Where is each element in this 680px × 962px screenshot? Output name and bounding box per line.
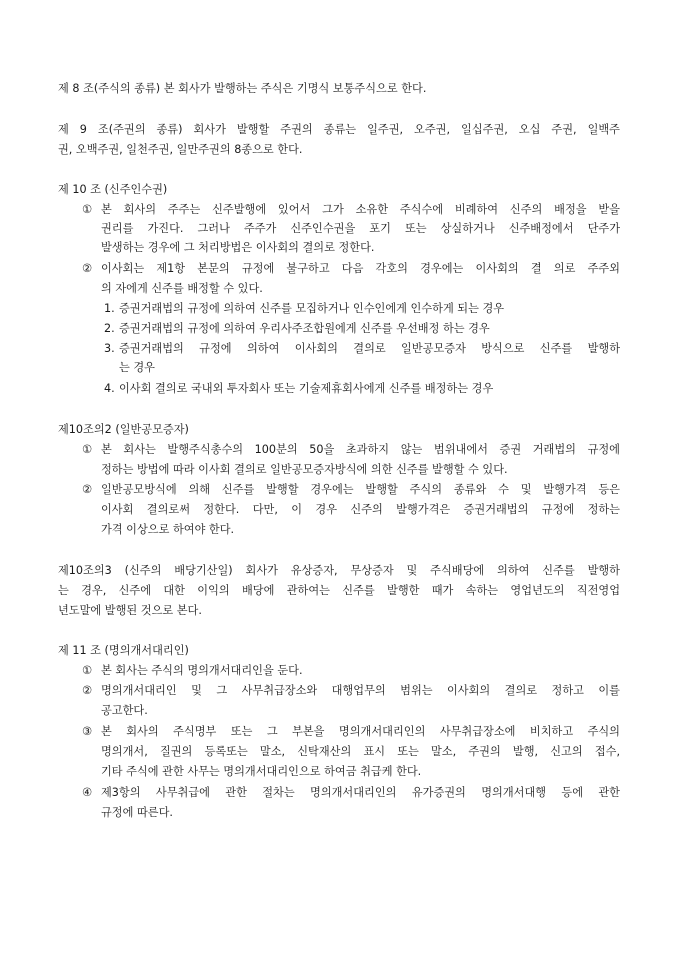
article-10-3-line-1: 제10조의3 (신주의 배당기산일) 회사가 유상증자, 무상증자 및 주식배당에 의하여 신주를 발행하 (58, 564, 620, 577)
article-10-2-heading: 제10조의2 (일반공모증자) (58, 423, 189, 436)
article-10-heading: 제 10 조 (신주인수권) (58, 183, 168, 196)
article-10-2-item-2-marker: ② (82, 483, 93, 496)
article-11-item-1-line-1: 본 회사는 주식의 명의개서대리인을 둔다. (101, 664, 303, 677)
article-9-line-1: 제 9 조(주권의 종류) 회사가 발행할 주권의 종류는 일주권, 오주권, 일십주권, 오십 주권, 일백주 (58, 123, 620, 136)
article-10-2-item-1-line-1: 본 회사는 발행주식총수의 100분의 50을 초과하지 않는 범위내에서 증권 거래법의 규정에 (101, 443, 620, 456)
article-10-sub-3-number: 3. (104, 342, 115, 355)
article-10-3-line-2: 는 경우, 신주에 대한 이익의 배당에 관하여는 신주를 발행한 때가 속하는 영업년도의 직전영업 (58, 584, 620, 597)
article-10-sub-4-text: 이사회 결의로 국내외 투자회사 또는 기술제휴회사에게 신주를 배정하는 경우 (119, 382, 494, 395)
article-11-heading: 제 11 조 (명의개서대리인) (58, 644, 189, 657)
article-10-sub-4-number: 4. (104, 382, 115, 395)
article-10-sub-2-text: 증권거래법의 규정에 의하여 우리사주조합원에게 신주를 우선배정 하는 경우 (119, 322, 490, 335)
article-10-2-item-2-line-1: 일반공모방식에 의해 신주를 발행할 경우에는 발행할 주식의 종류와 수 및 발행가격 등은 (101, 483, 620, 496)
article-10-sub-1-text: 증권거래법의 규정에 의하여 신주를 모집하거나 인수인에게 인수하게 되는 경우 (119, 302, 505, 315)
article-10-sub-2-number: 2. (104, 322, 115, 335)
article-11-item-4-line-1: 제3항의 사무취급에 관한 절차는 명의개서대리인의 유가증권의 명의개서대행 등에 관한 (101, 786, 620, 799)
article-10-item-1-line-1: 본 회사의 주주는 신주발행에 있어서 그가 소유한 주식수에 비례하여 신주의 배정을 받을 (101, 203, 620, 216)
article-9-line-2: 권, 오백주권, 일천주권, 일만주권의 8종으로 한다. (58, 143, 303, 156)
article-11-item-1-marker: ① (82, 664, 93, 677)
article-10-sub-1-number: 1. (104, 302, 115, 315)
article-11-item-2-marker: ② (82, 684, 93, 697)
article-11-item-3-marker: ③ (82, 725, 93, 738)
article-10-2-item-1-marker: ① (82, 443, 93, 456)
article-10-item-2-line-2: 의 자에게 신주를 배정할 수 있다. (101, 282, 263, 295)
article-11-item-2-line-2: 공고한다. (101, 704, 148, 717)
article-10-sub-3-line-1: 증권거래법의 규정에 의하여 이사회의 결의로 일반공모증자 방식으로 신주를 발행하 (119, 342, 620, 355)
article-10-item-2-line-1: 이사회는 제1항 본문의 규정에 불구하고 다음 각호의 경우에는 이사회의 결 의로 주주외 (101, 262, 620, 275)
article-10-3-line-3: 년도말에 발행된 것으로 본다. (58, 604, 202, 617)
article-11-item-4-marker: ④ (82, 786, 93, 799)
article-11-item-3-line-2: 명의개서, 질권의 등록또는 말소, 신탁재산의 표시 또는 말소, 주권의 발행, 신고의 접수, (101, 745, 620, 758)
article-11-item-3-line-1: 본 회사의 주식명부 또는 그 부본을 명의개서대리인의 사무취급장소에 비치하고 주식의 (101, 725, 620, 738)
article-11-item-2-line-1: 명의개서대리인 및 그 사무취급장소와 대행업무의 범위는 이사회의 결의로 정하고 이를 (101, 684, 620, 697)
article-8-text: 제 8 조(주식의 종류) 본 회사가 발행하는 주식은 기명식 보통주식으로 한다. (58, 82, 427, 95)
article-10-2-item-1-line-2: 정하는 방법에 따라 이사회 결의로 일반공모증자방식에 의한 신주를 발행할 수 있다. (101, 463, 508, 476)
article-10-item-1-marker: ① (82, 203, 93, 216)
article-10-sub-3-line-2: 는 경우 (119, 361, 155, 374)
article-10-item-2-marker: ② (82, 262, 93, 275)
article-10-2-item-2-line-3: 가격 이상으로 하여야 한다. (101, 523, 235, 536)
article-10-item-1-line-3: 발생하는 경우에 그 처리방법은 이사회의 결의로 정한다. (101, 241, 375, 254)
article-10-item-1-line-2: 권리를 가진다. 그러나 주주가 신주인수권을 포기 또는 상실하거나 신주배정에서 단주가 (101, 222, 620, 235)
article-11-item-3-line-3: 기타 주식에 관한 사무는 명의개서대리인으로 하여금 취급케 한다. (101, 765, 422, 778)
article-10-2-item-2-line-2: 이사회 결의로써 정한다. 다만, 이 경우 신주의 발행가격은 증권거래법의 규정에 정하는 (101, 503, 620, 516)
article-11-item-4-line-2: 규정에 따른다. (101, 806, 173, 819)
